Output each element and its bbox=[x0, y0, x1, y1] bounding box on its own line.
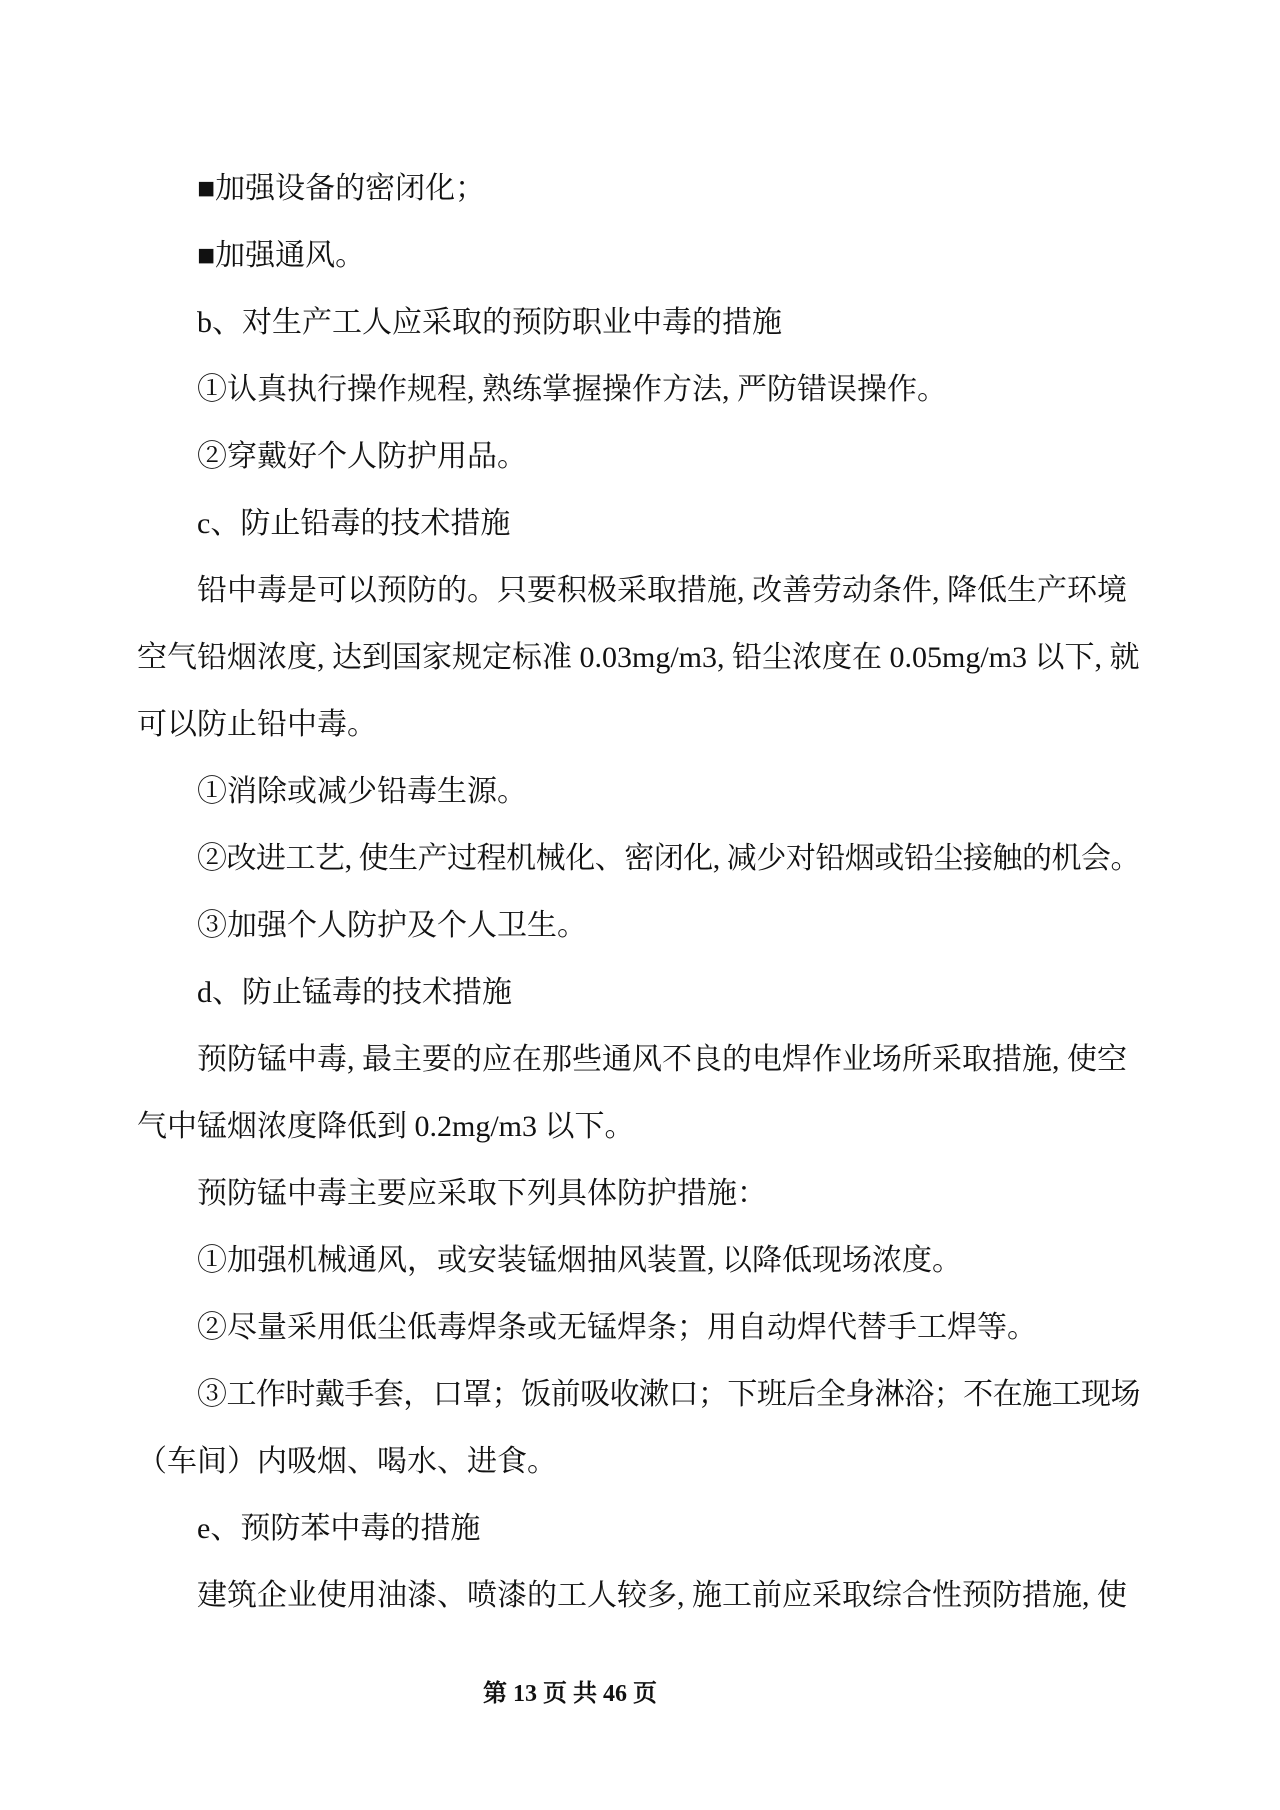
text-line: 预防锰中毒主要应采取下列具体防护措施： bbox=[197, 1177, 767, 1210]
text-line: ■加强设备的密闭化； bbox=[197, 172, 486, 205]
text-line: ①认真执行操作规程, 熟练掌握操作方法, 严防错误操作。 bbox=[197, 373, 947, 406]
text-line: 空气铅烟浓度, 达到国家规定标准 0.03mg/m3, 铅尘浓度在 0.05mg/m3 以下, 就 bbox=[137, 641, 1140, 674]
page-footer bbox=[483, 1678, 657, 1710]
text-line: 建筑企业使用油漆、喷漆的工人较多, 施工前应采取综合性预防措施, 使 bbox=[197, 1579, 1127, 1612]
document-body bbox=[137, 155, 1140, 1629]
text-line: ②改进工艺, 使生产过程机械化、密闭化, 减少对铅烟或铅尘接触的机会。 bbox=[197, 842, 1140, 875]
text-line: 可以防止铅中毒。 bbox=[137, 708, 377, 741]
text-line: c、防止铅毒的技术措施 bbox=[197, 507, 511, 540]
text-line: 预防锰中毒, 最主要的应在那些通风不良的电焊作业场所采取措施, 使空 bbox=[197, 1043, 1127, 1076]
text-line: ■加强通风。 bbox=[197, 239, 366, 272]
text-line: d、防止锰毒的技术措施 bbox=[197, 976, 512, 1009]
text-line: ①加强机械通风，或安装锰烟抽风装置, 以降低现场浓度。 bbox=[197, 1244, 962, 1277]
text-line: ③加强个人防护及个人卫生。 bbox=[197, 909, 587, 942]
page-number-label: 第 13 页 共 46 页 bbox=[483, 1681, 657, 1707]
text-line: e、预防苯中毒的措施 bbox=[197, 1512, 481, 1545]
text-line: ②穿戴好个人防护用品。 bbox=[197, 440, 527, 473]
text-line: 铅中毒是可以预防的。只要积极采取措施, 改善劳动条件, 降低生产环境 bbox=[197, 574, 1127, 607]
text-line: ③工作时戴手套，口罩；饭前吸收漱口；下班后全身淋浴；不在施工现场 bbox=[197, 1378, 1140, 1411]
text-line: ①消除或减少铅毒生源。 bbox=[197, 775, 527, 808]
text-line: b、对生产工人应采取的预防职业中毒的措施 bbox=[197, 306, 782, 339]
text-line: （车间）内吸烟、喝水、进食。 bbox=[137, 1445, 557, 1478]
text-line: 气中锰烟浓度降低到 0.2mg/m3 以下。 bbox=[137, 1110, 635, 1143]
text-line: ②尽量采用低尘低毒焊条或无锰焊条；用自动焊代替手工焊等。 bbox=[197, 1311, 1037, 1344]
